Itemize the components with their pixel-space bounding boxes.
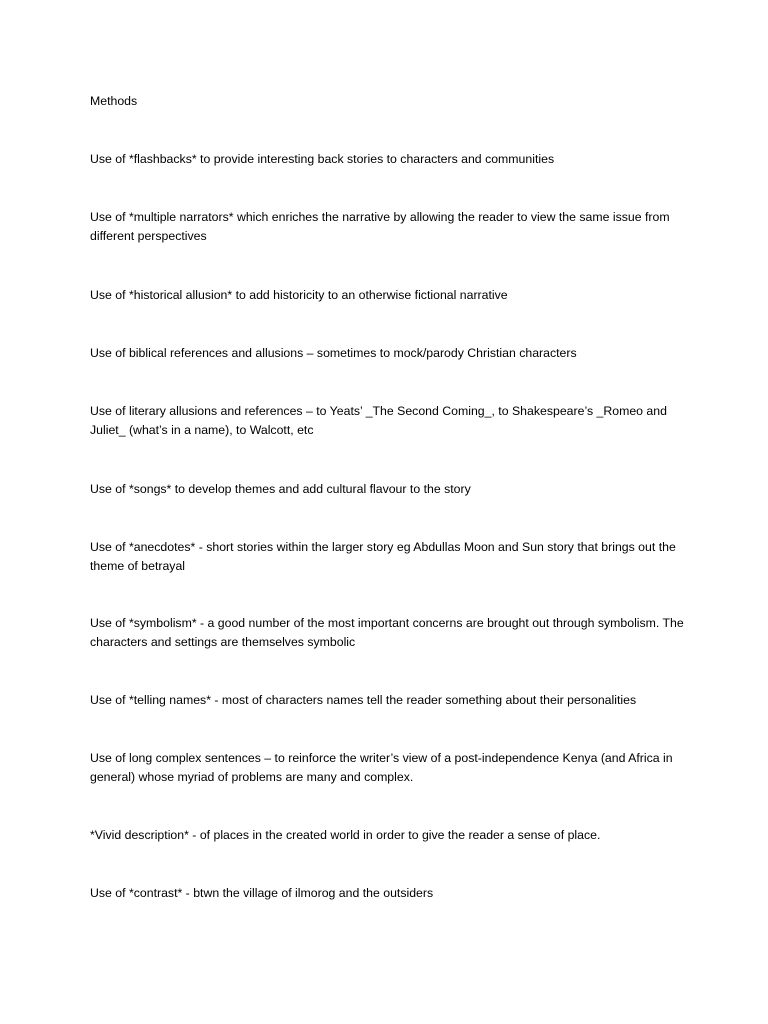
paragraph-symbolism: Use of *symbolism* - a good number of the most important concerns are brought out through symbolism. The characters and settings are themselves symbolic — [90, 616, 684, 649]
paragraph-songs: Use of *songs* to develop themes and add cultural flavour to the story — [90, 482, 471, 496]
paragraph-contrast: Use of *contrast* - btwn the village of ilmorog and the outsiders — [90, 886, 434, 900]
paragraph-telling-names: Use of *telling names* - most of characters names tell the reader something about their personalities — [90, 693, 637, 707]
paragraph-anecdotes: Use of *anecdotes* - short stories within the larger story eg Abdullas Moon and Sun story that brings out the theme of betrayal — [90, 540, 676, 573]
paragraph-biblical-references: Use of biblical references and allusions – sometimes to mock/parody Christian characters — [90, 346, 577, 360]
paragraph-vivid-description: *Vivid description* - of places in the created world in order to give the reader a sense of place. — [90, 828, 601, 842]
paragraph-historical-allusion: Use of *historical allusion* to add historicity to an otherwise fictional narrative — [90, 288, 508, 302]
paragraph-literary-allusions: Use of literary allusions and references – to Yeats’ _The Second Coming_, to Shakespeare’s _Romeo and Juliet_ (what’s in a name), to Walcott, etc — [90, 404, 667, 437]
paragraph-complex-sentences: Use of long complex sentences – to reinforce the writer’s view of a post-independence Kenya (and Africa in general) whose myriad of problems are many and complex. — [90, 751, 673, 784]
paragraph-flashbacks: Use of *flashbacks* to provide interesting back stories to characters and communities — [90, 152, 555, 166]
document-heading: Methods — [90, 94, 138, 108]
paragraph-multiple-narrators: Use of *multiple narrators* which enriches the narrative by allowing the reader to view the same issue from different perspectives — [90, 210, 670, 243]
